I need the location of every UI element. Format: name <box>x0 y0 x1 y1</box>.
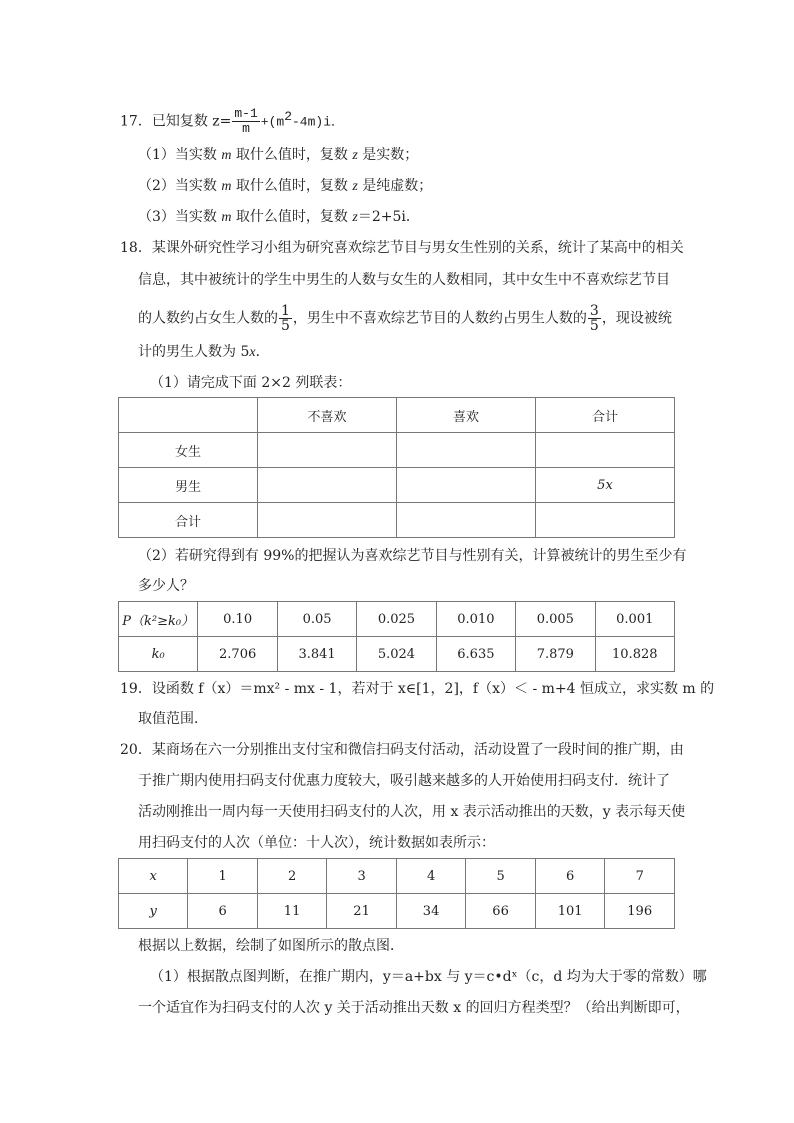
q17-sub1-var: m <box>221 148 232 163</box>
q17-sub1-c: 是实数； <box>357 147 419 163</box>
q18-frac1-num: 1 <box>281 303 290 319</box>
q20-line1: 20．某商场在六一分别推出支付宝和微信扫码支付活动，活动设置了一段时间的推广期，由 <box>120 742 684 758</box>
q17-sub2-a: （2）当实数 <box>138 178 222 194</box>
q17-sub3-b: 取什么值时，复数 <box>231 209 353 225</box>
table-row <box>119 894 675 929</box>
table-cell <box>396 433 535 468</box>
table-cell: 10.828 <box>595 637 674 672</box>
table-cell: 6 <box>188 894 257 929</box>
q17-sub1 <box>138 145 418 166</box>
q17-sub1-a: （1）当实数 <box>138 147 222 163</box>
q17-stem <box>120 107 344 136</box>
q18-frac2-num: 3 <box>589 303 599 319</box>
q17-sub1-b: 取什么值时，复数 <box>231 147 353 163</box>
table-cell: 6 <box>535 859 605 894</box>
critical-value-table <box>118 601 675 672</box>
table-cell: 11 <box>257 894 327 929</box>
table-cell: 5 <box>466 859 536 894</box>
table-cell <box>257 503 396 538</box>
table-cell: 0.010 <box>436 602 515 637</box>
q18-line3-c: ，现设被统 <box>601 310 672 327</box>
q17-sub2-c: 是纯虚数； <box>357 178 433 194</box>
q19-line2: 取值范围． <box>138 711 208 727</box>
table-cell: 0.001 <box>595 602 674 637</box>
q17-sub3 <box>138 207 420 228</box>
table-row <box>119 503 675 538</box>
table-row <box>119 637 675 672</box>
table-cell: 女生 <box>119 433 258 468</box>
q18-frac1 <box>279 304 292 333</box>
table-cell: 5x <box>535 468 674 503</box>
table-row <box>119 859 675 894</box>
table-cell: 2 <box>257 859 327 894</box>
table-cell: 101 <box>535 894 605 929</box>
q20-line4: 用扫码支付的人次（单位：十人次），统计数据如表所示： <box>138 835 495 851</box>
q18-line3 <box>138 304 672 333</box>
table-cell: 0.10 <box>198 602 277 637</box>
table-cell: 合计 <box>119 503 258 538</box>
q17-prefix: 17．已知复数 z= <box>120 113 232 130</box>
table-header-cell: 喜欢 <box>396 398 535 433</box>
table-header-cell: 合计 <box>535 398 674 433</box>
table-cell <box>396 503 535 538</box>
table-cell <box>535 433 674 468</box>
table-row <box>119 433 675 468</box>
q18-line4-var: x <box>249 345 256 360</box>
q20-line3: 活动刚推出一周内每一天使用扫码支付的人次，用 x 表示活动推出的天数，y 表示每天使 <box>138 804 686 820</box>
table-cell: 1 <box>188 859 257 894</box>
table-label-cell: P（k²≥k₀） <box>119 602 198 637</box>
contingency-table <box>118 397 675 538</box>
table-row <box>119 468 675 503</box>
q17-sup: 2 <box>284 108 292 124</box>
q17-tail: -4m)i． <box>292 114 345 130</box>
table-label-cell: x <box>119 859 188 894</box>
q18-line4-b: ． <box>255 344 270 360</box>
q18-line4-a: 计的男生人数为 5 <box>138 344 250 360</box>
q17-sub3-c: ＝2+5i． <box>357 209 420 225</box>
table-cell: 0.025 <box>357 602 436 637</box>
q17-sub2-z: z <box>352 179 358 194</box>
q17-sub2-var: m <box>221 179 232 194</box>
q17-frac-num: m-1 <box>234 106 258 121</box>
q18-line4 <box>138 342 270 363</box>
table-cell: 5.024 <box>357 637 436 672</box>
table-cell: 0.005 <box>516 602 595 637</box>
table-label-cell: y <box>119 894 188 929</box>
q17-sub3-var: m <box>221 210 232 225</box>
q20-part1-line2: 一个适宜作为扫码支付的人次 y 关于活动推出天数 x 的回归方程类型？（给出判断即可， <box>138 1000 690 1016</box>
q18-line3-b: ，男生中不喜欢综艺节目的人数约占男生人数的 <box>292 310 587 327</box>
q18-part1: （1）请完成下面 2×2 列联表： <box>150 375 352 391</box>
q17-after-frac: +(m <box>260 114 285 130</box>
q17-sub1-z: z <box>352 148 358 163</box>
table-header-cell <box>119 398 258 433</box>
table-cell: 男生 <box>119 468 258 503</box>
q17-sub2 <box>138 176 432 197</box>
table-cell <box>257 468 396 503</box>
table-cell: 2.706 <box>198 637 277 672</box>
table-cell: 6.635 <box>436 637 515 672</box>
table-cell <box>396 468 535 503</box>
q18-part2-line2: 多少人？ <box>138 578 194 594</box>
q18-frac2-den: 5 <box>589 318 599 334</box>
table-cell <box>257 433 396 468</box>
q18-line3-a: 的人数约占女生人数的 <box>138 310 278 327</box>
table-cell: 21 <box>327 894 397 929</box>
table-cell: 3 <box>327 859 397 894</box>
q20-line2: 于推广期内使用扫码支付优惠力度较大，吸引越来越多的人开始使用扫码支付．统计了 <box>138 773 670 789</box>
q18-frac1-den: 5 <box>281 318 290 334</box>
q20-after-table: 根据以上数据，绘制了如图所示的散点图． <box>138 938 404 954</box>
q18-line2: 信息，其中被统计的学生中男生的人数与女生的人数相同，其中女生中不喜欢综艺节目 <box>138 272 670 288</box>
q17-fraction <box>232 107 259 136</box>
q17-sub3-z: z <box>352 210 358 225</box>
q17-sub2-b: 取什么值时，复数 <box>231 178 353 194</box>
table-cell: 196 <box>605 894 675 929</box>
q20-part1-line1: （1）根据散点图判断，在推广期内，y＝a+bx 与 y＝c•dˣ（c，d 均为大于零的常数）哪 <box>150 969 707 985</box>
table-cell: 66 <box>466 894 536 929</box>
table-cell: 7 <box>605 859 675 894</box>
table-cell: 3.841 <box>277 637 356 672</box>
q17-sub3-a: （3）当实数 <box>138 209 222 225</box>
table-label-cell: k₀ <box>119 637 198 672</box>
q19-line1: 19．设函数 f（x）＝mx² - mx - 1，若对于 x∈[1，2]，f（x）＜ - m+4 恒成立，求实数 m 的 <box>120 681 715 697</box>
table-cell: 34 <box>396 894 466 929</box>
xy-data-table <box>118 858 675 929</box>
table-cell: 7.879 <box>516 637 595 672</box>
table-cell: 4 <box>396 859 466 894</box>
table-cell <box>535 503 674 538</box>
q18-part2-line1: （2）若研究得到有 99%的把握认为喜欢综艺节目与性别有关，计算被统计的男生至少有 <box>138 548 687 564</box>
table-row <box>119 602 675 637</box>
table-header-cell: 不喜欢 <box>257 398 396 433</box>
q18-line1: 18．某课外研究性学习小组为研究喜欢综艺节目与男女生性别的关系，统计了某高中的相关 <box>120 240 684 256</box>
table-cell: 0.05 <box>277 602 356 637</box>
table-row <box>119 398 675 433</box>
q18-frac2 <box>588 304 601 333</box>
q17-frac-den: m <box>242 121 250 136</box>
